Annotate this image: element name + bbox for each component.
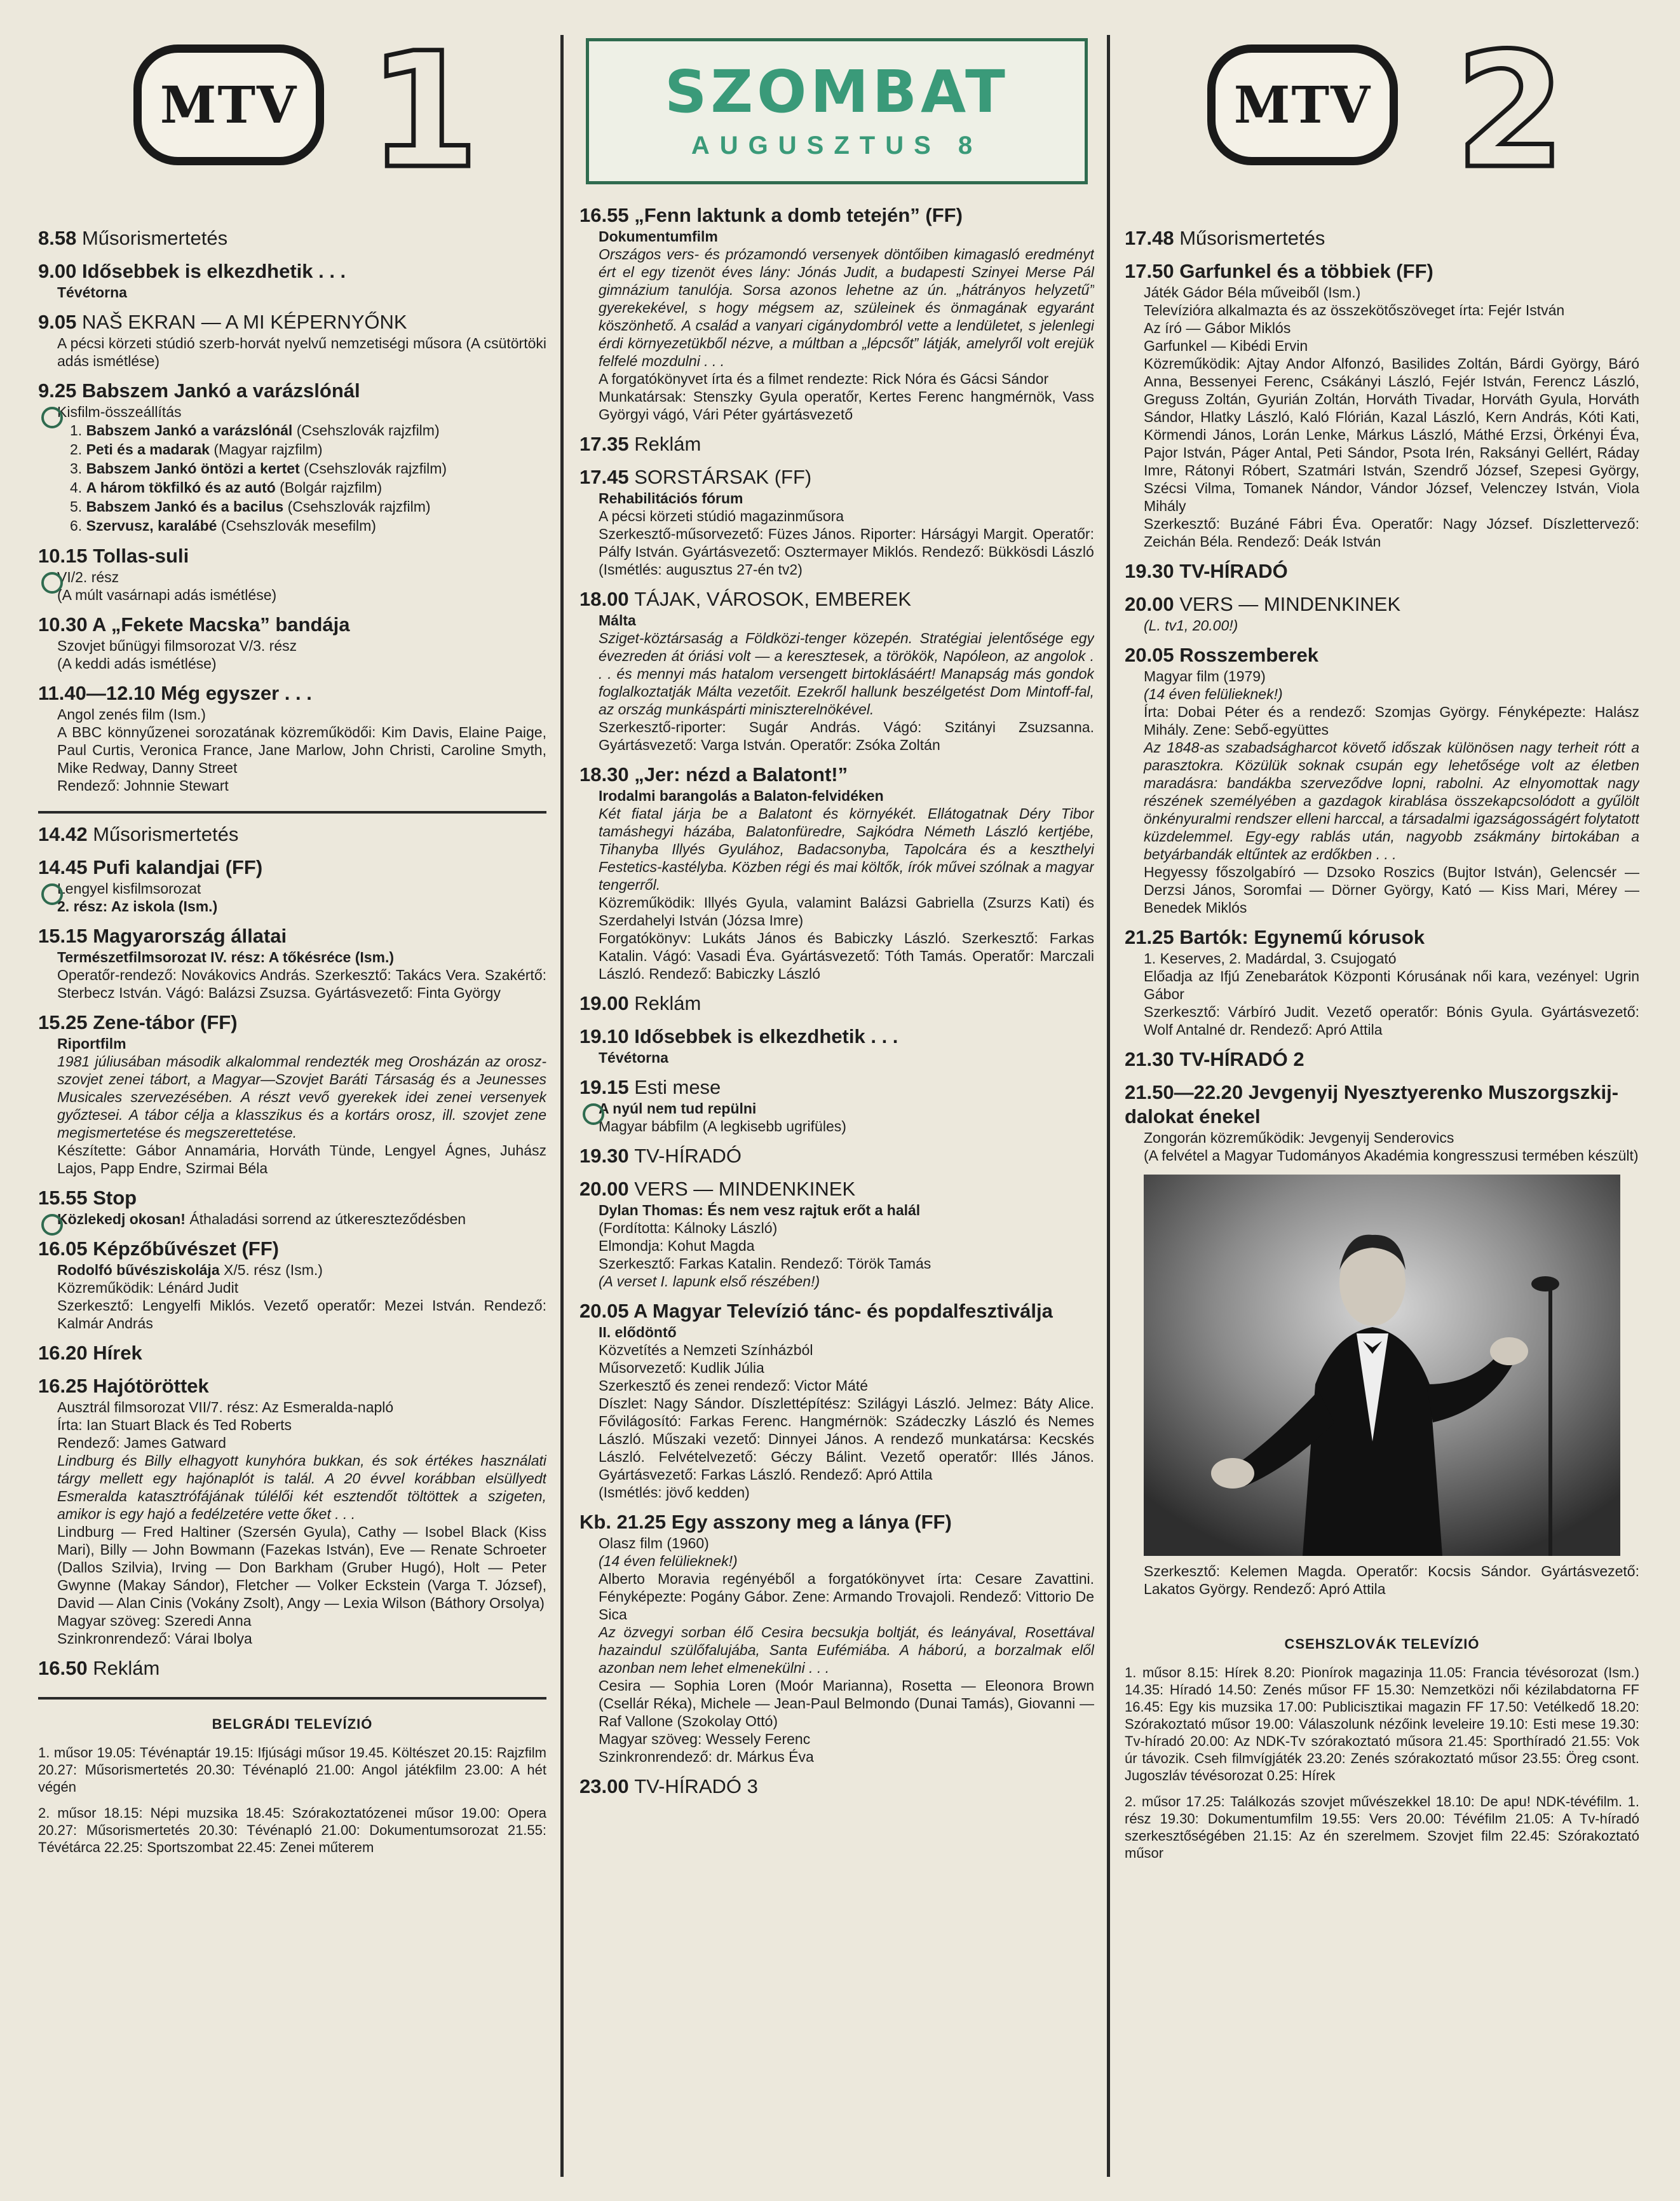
program-title: TV-HÍRADÓ 3 bbox=[634, 1775, 758, 1797]
program-item bbox=[1125, 925, 1639, 1039]
program-item bbox=[579, 1177, 1094, 1290]
program-time: 20.00 bbox=[579, 1178, 629, 1200]
program-note: (L. tv1, 20.00!) bbox=[1144, 617, 1238, 634]
children-program-icon bbox=[583, 1103, 604, 1125]
program-title: TV-HÍRADÓ 2 bbox=[1179, 1048, 1304, 1070]
program-line: Szinkronrendező: Várai Ibolya bbox=[57, 1630, 252, 1647]
program-item bbox=[38, 310, 546, 370]
program-time: 16.20 bbox=[38, 1342, 88, 1364]
program-description: Két fiatal járja be a Balatont és környékét. Ellátogatnak Déry Tibor tamáshegyi házába, Balatonfüredre, Sajkódra Németh László kertjébe, Tihanyba Illyés Gyulához, Badacsonyba, Tapolcára és a keszthelyi Festetics-kastélyba. Közben régi és mai költők, írók művei szólnak a magyar tengerről. bbox=[599, 805, 1094, 893]
program-title: TV-HÍRADÓ bbox=[634, 1145, 742, 1167]
czech-tv-program-2: 2. műsor 17.25: Találkozás szovjet művészekkel 18.10: De apu! NDK-tévéfilm. 1. rész 19.30: Dokumentumfilm 19.55: Vers 20.00: Tévéfilm 21.05: A Tv-híradó szerkesztőségében 21.15: Az én szerelmem. Szovjet film 22.45: Szórakoztató műsor bbox=[1125, 1794, 1639, 1861]
program-time: 15.25 bbox=[38, 1011, 88, 1033]
column-rule bbox=[1107, 35, 1110, 2177]
program-time: 17.48 bbox=[1125, 227, 1174, 249]
program-line: Szovjet bűnügyi filmsorozat V/3. rész bbox=[57, 637, 297, 654]
program-line: Elmondja: Kohut Magda bbox=[599, 1237, 755, 1254]
program-line: Az író — Gábor Miklós bbox=[1144, 320, 1291, 336]
program-item bbox=[38, 1237, 546, 1332]
section-divider bbox=[38, 1697, 546, 1700]
program-line: Ausztrál filmsorozat VII/7. rész: Az Esmeralda-napló bbox=[57, 1399, 394, 1415]
column-mtv2 bbox=[1125, 25, 1639, 2186]
day-name: SZOMBAT bbox=[665, 58, 1009, 126]
program-title: Idősebbek is elkezdhetik . . . bbox=[81, 260, 346, 282]
program-time: 21.30 bbox=[1125, 1048, 1174, 1070]
czech-tv-program-1: 1. műsor 8.15: Hírek 8.20: Pionírok magazinja 11.05: Francia tévésorozat (Ism.) 14.35: Híradó 14.50: Zenés műsor FF 15.30: Nemzetközi női kézilabdatorna FF 16.45: Egy kis muzsika 17.00: Publicisztikai magazin FF 17.50: Vetélkedő 18.20: Szórakoztató műsor 19.00: Válaszolunk nézőink leveleire 19.10: Esti mese 19.30: Tv-híradó 20.00: Az NDK-Tv szórakoztató műsora 21.45: Sporthíradó 21.55: Vok úr távozik. Cseh filmvígjáték 23.20: Zenés szórakoztató műsor 23.55: Öreg csont. Jugoszláv tévésorozat 0.25: Hírek bbox=[1125, 1665, 1639, 1783]
program-title: NAŠ EKRAN — A MI KÉPERNYŐNK bbox=[81, 311, 407, 333]
program-item bbox=[1125, 259, 1639, 550]
program-line: 1. Keserves, 2. Madárdal, 3. Csujogató bbox=[1144, 950, 1397, 967]
program-description: 1981 júliusában második alkalommal rendezték meg Orosházán az orosz-szovjet zenei tábort, a Magyar—Szovjet Baráti Társaság és a Jeunesses Musicales szervezésében. A részt vevő gyerekek idei zenei versenyek győztesei. A tábor célja a klasszikus és a kortárs orosz, ill. szovjet zene megismertetése és megszerettetése. bbox=[57, 1053, 546, 1141]
program-credits: Forgatókönyv: Lukáts János és Babiczky László. Szerkesztő: Farkas Katalin. Vágó: Vasadi Éva. Gyártásvezető: Tóth Tamás. Operatőr: Marczali László. Rendező: Babiczky László bbox=[599, 930, 1094, 982]
program-time: 10.15 bbox=[38, 545, 88, 567]
program-cast: Cesira — Sophia Loren (Moór Marianna), Rosetta — Eleonora Brown (Csellár Réka), Michele — Jean-Paul Belmondo (Dunai Tamás), Giovanni — Raf Vallone (Szokolay Ottó) bbox=[599, 1677, 1094, 1729]
program-credits: Operatőr-rendező: Novákovics András. Szerkesztő: Takács Vera. Szakértő: Sterbecz István. Vágó: Balázsi Zsuzsa. Gyártásvezető: Finta György bbox=[57, 967, 546, 1001]
program-item bbox=[38, 226, 546, 250]
program-credits: Rendező: Johnnie Stewart bbox=[57, 777, 229, 794]
children-program-icon bbox=[41, 1214, 63, 1236]
czech-tv-title: CSEHSZLOVÁK TELEVÍZIÓ bbox=[1284, 1636, 1480, 1652]
program-time: 9.00 bbox=[38, 260, 77, 282]
program-item bbox=[579, 587, 1094, 754]
program-subtitle: Dylan Thomas: És nem vesz rajtuk erőt a halál bbox=[599, 1202, 921, 1218]
program-title: Műsorismertetés bbox=[81, 227, 228, 249]
program-item bbox=[38, 1186, 546, 1228]
belgrade-tv-program-1: 1. műsor 19.05: Tévénaptár 19.15: Ifjúsági műsor 19.45. Költészet 20.15: Rajzfilm 20.27: Műsorismertetés 20.30: Tévénapló 21.00: Angol játékfilm 23.00: A hét végén bbox=[38, 1745, 546, 1795]
list-item: 4. A három tökfilkó és az autó (Bolgár rajzfilm) bbox=[70, 479, 383, 496]
program-description: A BBC könnyűzenei sorozatának közreműködői: Kim Davis, Elaine Paige, Paul Curtis, Veronica France, Jane Marlow, John Christi, Caroline Smyth, Mike Redway, Danny Street bbox=[57, 724, 546, 776]
program-time: 15.55 bbox=[38, 1187, 88, 1209]
program-title: Hírek bbox=[93, 1342, 142, 1364]
program-credits: Szerkesztő-műsorvezető: Füzes János. Riporter: Hárságyi Margit. Operatőr: Pálfy István. Gyártásvezető: Osztermayer Miklós. Rendező: Bükkösdi László bbox=[599, 526, 1094, 560]
program-item bbox=[1125, 592, 1639, 634]
program-line: (A felvétel a Magyar Tudományos Akadémia kongresszusi termében készült) bbox=[1144, 1147, 1639, 1164]
program-time: 23.00 bbox=[579, 1775, 629, 1797]
program-credits: Közreműködik: Illyés Gyula, valamint Balázsi Gabriella (Zsurzs Kati) és Szerdahelyi István (Józsa Imre) bbox=[599, 894, 1094, 929]
program-item bbox=[38, 1011, 546, 1177]
mtv1-header bbox=[38, 25, 546, 203]
program-title: Garfunkel és a többiek (FF) bbox=[1179, 260, 1433, 282]
program-time: 15.15 bbox=[38, 925, 88, 947]
program-credits: Szerkesztő-riporter: Sugár András. Vágó: Szitányi Zsuzsanna. Gyártásvezető: Varga István. Operatőr: Zsóka Zoltán bbox=[599, 719, 1094, 753]
program-item bbox=[38, 379, 546, 535]
program-description: Sziget-köztársaság a Földközi-tenger közepén. Stratégiai jelentősége egy évezreden át óriási volt — a keresztesek, a törökök, Napóleon, az angolok . . . és mennyi más hatalom versengett birtoklásáért! Manapság más gondok foglalkoztatják Málta vezetőit. Ezekről hallunk beszélgetést Dom Mintoff-fal, az ország munkáspárti miniszterelnökével. bbox=[599, 630, 1094, 718]
program-credits: A forgatókönyvet írta és a filmet rendezte: Rick Nóra és Gácsi Sándor bbox=[599, 371, 1049, 387]
program-item bbox=[38, 1656, 546, 1680]
program-credits: Írta: Dobai Péter és a rendező: Szomjas György. Fényképezte: Halász Mihály. Zene: Sebő-együttes bbox=[1144, 704, 1639, 738]
program-line: Műsorvezető: Kudlik Júlia bbox=[599, 1359, 764, 1376]
program-title: VERS — MINDENKINEK bbox=[1179, 593, 1401, 615]
program-description: A pécsi körzeti stúdió szerb-horvát nyelvű nemzetiségi műsora (A csütörtöki adás ismétlése) bbox=[57, 335, 546, 369]
program-title: Hajótöröttek bbox=[93, 1375, 209, 1397]
mtv2-header bbox=[1125, 25, 1639, 203]
program-title: A „Fekete Macska” bandája bbox=[92, 613, 350, 636]
program-line: Magyar szöveg: Szeredi Anna bbox=[57, 1612, 252, 1629]
program-time: 18.30 bbox=[579, 763, 629, 786]
program-line: Írta: Ian Stuart Black és Ted Roberts bbox=[57, 1417, 292, 1433]
list-item: 1. Babszem Jankó a varázslónál (Csehszlovák rajzfilm) bbox=[70, 422, 440, 439]
program-title: SORSTÁRSAK (FF) bbox=[634, 466, 812, 488]
program-line: Természetfilmsorozat IV. rész: A tőkésréce (Ism.) bbox=[57, 949, 395, 965]
program-line: Lengyel kisfilmsorozat bbox=[57, 880, 201, 897]
program-title: Zene-tábor (FF) bbox=[93, 1011, 238, 1033]
program-cast: Hegyessy főszolgabíró — Dzsoko Roszics (Bujtor István), Gelencsér — Derzsi János, Soromfai — Dörner György, Kató — Kiss Mari, Mérey — Benedek Miklós bbox=[1144, 864, 1639, 916]
program-cast: Közreműködik: Ajtay Andor Alfonzó, Basilides Zoltán, Bárdi György, Báró Anna, Bessenyei Ferenc, Csákányi László, Fejér István, Ferencz László, Greguss Zoltán, Gyurián Zoltán, Horváth Tivadar, Horváth Gyula, Horváth Sándor, Hlatky László, Kaló Flórián, Kazal László, Kern András, Kóti Kati, Körmendi János, Lorán Lenke, Márkus László, Máthé Erzsi, Örkényi Éva, Pajor István, Páger Antal, Peti Sándor, Psota Irén, Raksányi Gellért, Ráday Imre, Rátonyi Róbert, Szatmári István, Szendrő József, Szepesi György, Szécsi Vilma, Tomanek Nándor, Vándor József, Velenczey István, Viola Mihály bbox=[1144, 355, 1639, 514]
program-item bbox=[38, 855, 546, 915]
program-time: 17.35 bbox=[579, 433, 629, 455]
program-time: 16.55 bbox=[579, 204, 629, 226]
program-item bbox=[579, 1775, 1094, 1799]
program-time: Kb. 21.25 bbox=[579, 1511, 667, 1533]
program-item bbox=[579, 203, 1094, 423]
children-program-icon bbox=[41, 572, 63, 594]
program-title: Tollas-suli bbox=[93, 545, 189, 567]
children-program-icon bbox=[41, 407, 63, 428]
program-note: (A verset I. lapunk első részében!) bbox=[599, 1273, 820, 1290]
program-line: Zongorán közreműködik: Jevgenyij Senderovics bbox=[1144, 1129, 1454, 1146]
program-item bbox=[38, 613, 546, 672]
list-item: 6. Szervusz, karalábé (Csehszlovák mesefilm) bbox=[70, 517, 376, 534]
program-credits: Készítette: Gábor Annamária, Horváth Tünde, Lengyel Ágnes, Juhász Lajos, Papp Endre, Szirmai Béla bbox=[57, 1142, 546, 1176]
program-credits: Alberto Moravia regényéből a forgatókönyvet írta: Cesare Zavattini. Fényképezte: Pogány Gábor. Zene: Armando Trovajoli. Rendező: Vittorio De Sica bbox=[599, 1571, 1094, 1623]
program-subtitle: II. elődöntő bbox=[599, 1324, 677, 1340]
program-subtitle: Málta bbox=[599, 612, 636, 629]
program-line: VI/2. rész bbox=[57, 569, 119, 585]
day-date: AUGUSZTUS 8 bbox=[691, 132, 983, 160]
program-credits: Szerkesztő: Buzáné Fábri Éva. Operatőr: Nagy József. Díszlettervező: Zeichán Béla. Rendező: Deák István bbox=[1144, 515, 1639, 550]
program-description: Lindburg és Billy elhagyott kunyhóra bukkan, és sok értékes használati tárgy mellett egy hajónaplót is talál. A 20 évvel korábban elsüllyedt Esmeralda katasztrófájának túlélői két esztendőt töltöttek a szigeten, amikor is egy hajó a fedélzetére vette őket . . . bbox=[57, 1452, 546, 1522]
program-subtitle: Dokumentumfilm bbox=[599, 228, 718, 245]
program-line: A pécsi körzeti stúdió magazinműsora bbox=[599, 508, 844, 524]
program-item bbox=[38, 1341, 546, 1365]
program-credits: Szerkesztő: Farkas Katalin. Rendező: Török Tamás bbox=[599, 1255, 931, 1272]
program-line: Magyar bábfilm (A legkisebb ugrifüles) bbox=[599, 1118, 846, 1135]
program-line: Szerkesztő és zenei rendező: Victor Máté bbox=[599, 1377, 869, 1394]
program-time: 19.00 bbox=[579, 992, 629, 1014]
list-item: 5. Babszem Jankó és a bacilus (Csehszlovák rajzfilm) bbox=[70, 498, 431, 515]
program-item bbox=[38, 681, 546, 794]
mtv1-logo-text: MTV bbox=[159, 75, 298, 135]
program-item bbox=[579, 432, 1094, 456]
column-mtv1 bbox=[38, 25, 546, 2186]
program-title: Műsorismertetés bbox=[93, 823, 239, 845]
program-line: (A keddi adás ismétlése) bbox=[57, 655, 217, 672]
program-subtitle: Közlekedj okosan! bbox=[57, 1211, 186, 1227]
program-title: Műsorismertetés bbox=[1179, 227, 1325, 249]
program-line: Közvetítés a Nemzeti Színházból bbox=[599, 1342, 813, 1358]
program-subtitle: Irodalmi barangolás a Balaton-felvidéken bbox=[599, 787, 884, 804]
program-credits: Szerkesztő: Várbíró Judit. Vezető operatőr: Bónis Gyula. Gyártásvezető: Wolf Antalné dr. Rendező: Apró Attila bbox=[1144, 1004, 1639, 1038]
program-time: 17.50 bbox=[1125, 260, 1174, 282]
program-title: „Jer: nézd a Balatont!” bbox=[634, 763, 848, 786]
program-time: 16.05 bbox=[38, 1237, 88, 1260]
program-item bbox=[579, 465, 1094, 578]
program-time: 8.58 bbox=[38, 227, 77, 249]
program-item bbox=[1125, 226, 1639, 250]
program-time: 20.05 bbox=[579, 1300, 629, 1322]
program-line: Garfunkel — Kibédi Ervin bbox=[1144, 337, 1308, 354]
program-description: Az özvegyi sorban élő Cesira becsukja boltját, és leányával, Rosettával hazaindul szülőfalujába, Santa Eufémiába. A háború, a borzalmak elől azonban nem lehet elmenekülni . . . bbox=[599, 1624, 1094, 1676]
program-line: Szinkronrendező: dr. Márkus Éva bbox=[599, 1748, 814, 1765]
program-subtitle: Rehabilitációs fórum bbox=[599, 490, 743, 507]
program-time: 9.25 bbox=[38, 379, 77, 402]
program-item bbox=[38, 544, 546, 604]
program-title: Bartók: Egynemű kórusok bbox=[1179, 926, 1425, 948]
mtv1-logo bbox=[133, 44, 324, 165]
program-line: Játék Gádor Béla műveiből (Ism.) bbox=[1144, 284, 1361, 301]
program-title: Pufi kalandjai (FF) bbox=[93, 856, 263, 878]
belgrade-tv-program-2: 2. műsor 18.15: Népi muzsika 18.45: Szórakoztatózenei műsor 19.00: Opera 20.27: Műsorismertetés 20.30: Tévénapló 21.00: Dokumentumsorozat 21.55: Tévétárca 22.25: Sportszombat 22.45: Zenei műterem bbox=[38, 1805, 546, 1855]
program-time: 19.30 bbox=[1125, 560, 1174, 582]
program-item bbox=[1125, 559, 1639, 583]
program-line: (Ismétlés: augusztus 27-én tv2) bbox=[599, 561, 803, 578]
program-line: X/5. rész (Ism.) bbox=[224, 1262, 323, 1278]
program-time: 18.00 bbox=[579, 588, 629, 610]
program-subtitle: A nyúl nem tud repülni bbox=[599, 1100, 757, 1117]
program-item bbox=[1125, 1080, 1639, 1598]
column-day bbox=[579, 25, 1094, 2186]
program-line: (Fordította: Kálnoky László) bbox=[599, 1220, 778, 1236]
program-line: Televízióra alkalmazta és az összekötőszöveget írta: Fejér István bbox=[1144, 302, 1565, 318]
program-subtitle: Rodolfó bűvésziskolája bbox=[57, 1262, 220, 1278]
mtv2-channel-number: 2 bbox=[1455, 25, 1566, 203]
program-item bbox=[579, 1025, 1094, 1066]
program-title: Babszem Jankó a varázslónál bbox=[81, 379, 360, 402]
program-description: Országos vers- és prózamondó versenyek döntőiben kimagasló eredményt ért el egy tizenöt éves lány: Jónás Judit, a budapesti Szinyei Merse Pál gimnázium tanulója. Sorsa azonos lehetne az ún. „hátrányos helyzetű” gyerekekével, s hogy mégsem az, szüleinek és önmagának egyaránt köszönhető. A család a vanyari cigánydombról vette a lendületet, s jelenlegi érdi környezetükből nézve, a múltban a „lépcsőt” látják, amelyről volt erejük felfelé mozdulni . . . bbox=[599, 246, 1094, 369]
program-item bbox=[38, 1374, 546, 1647]
program-item bbox=[38, 822, 546, 847]
singer-photo-illustration bbox=[1144, 1175, 1620, 1556]
program-title: Képzőbűvészet (FF) bbox=[93, 1237, 279, 1260]
program-title: A Magyar Televízió tánc- és popdalfesztiválja bbox=[633, 1300, 1053, 1322]
program-line: Előadja az Ifjú Zenebarátok Központi Kórusának női kara, vezényel: Ugrin Gábor bbox=[1144, 968, 1639, 1002]
program-time: 19.10 bbox=[579, 1025, 629, 1047]
program-time: 21.50—22.20 bbox=[1125, 1081, 1243, 1103]
list-item: 3. Babszem Jankó öntözi a kertet (Csehszlovák rajzfilm) bbox=[70, 460, 447, 477]
program-line: (Ismétlés: jövő kedden) bbox=[599, 1484, 750, 1501]
program-item bbox=[38, 924, 546, 1002]
day-header bbox=[586, 38, 1088, 184]
program-line: 2. rész: Az iskola (Ism.) bbox=[57, 898, 218, 915]
program-subtitle: Tévétorna bbox=[57, 284, 127, 301]
section-divider bbox=[38, 811, 546, 814]
program-title: Idősebbek is elkezdhetik . . . bbox=[634, 1025, 898, 1047]
program-time: 14.45 bbox=[38, 856, 88, 878]
column-rule bbox=[560, 35, 564, 2177]
program-title: VERS — MINDENKINEK bbox=[634, 1178, 856, 1200]
program-time: 16.50 bbox=[38, 1657, 88, 1679]
program-title: Reklám bbox=[93, 1657, 160, 1679]
program-time: 16.25 bbox=[38, 1375, 88, 1397]
program-title: Jevgenyij Nyesztyerenko Muszorgszkij-dalokat énekel bbox=[1125, 1081, 1619, 1128]
program-title: Még egyszer . . . bbox=[161, 682, 312, 704]
program-title: TÁJAK, VÁROSOK, EMBEREK bbox=[634, 588, 912, 610]
program-subtitle: Tévétorna bbox=[599, 1049, 668, 1066]
program-title: Magyarország állatai bbox=[93, 925, 287, 947]
program-title: Reklám bbox=[634, 992, 701, 1014]
program-time: 9.05 bbox=[38, 311, 77, 333]
program-title: Stop bbox=[93, 1187, 137, 1209]
program-time: 17.45 bbox=[579, 466, 629, 488]
program-line: Angol zenés film (Ism.) bbox=[57, 706, 206, 723]
mtv1-channel-number: 1 bbox=[369, 25, 479, 203]
program-title: „Fenn laktunk a domb tetején” (FF) bbox=[634, 204, 963, 226]
belgrade-tv-title: BELGRÁDI TELEVÍZIÓ bbox=[212, 1716, 373, 1732]
age-rating: (14 éven felülieknek!) bbox=[599, 1553, 738, 1569]
program-item bbox=[579, 1510, 1094, 1766]
program-time: 21.25 bbox=[1125, 926, 1174, 948]
program-item bbox=[579, 1075, 1094, 1135]
program-item bbox=[579, 763, 1094, 983]
program-time: 10.30 bbox=[38, 613, 88, 636]
age-rating: (14 éven felülieknek!) bbox=[1144, 686, 1283, 702]
program-line: (A múlt vasárnapi adás ismétlése) bbox=[57, 587, 277, 603]
program-title: Esti mese bbox=[634, 1076, 721, 1098]
program-line: Áthaladási sorrend az útkereszteződésben bbox=[189, 1211, 466, 1227]
program-line: Rendező: James Gatward bbox=[57, 1434, 226, 1451]
program-line: Magyar film (1979) bbox=[1144, 668, 1266, 685]
program-time: 19.15 bbox=[579, 1076, 629, 1098]
program-title: Rosszemberek bbox=[1179, 644, 1319, 666]
program-description: Az 1848-as szabadságharcot követő időszak különösen nagy terheit rótt a parasztokra. Közülük soknak csupán egy lehetősége volt az életben maradásra: bandákba szerveződve lopni, rabolni. Az elnyomottak nagy részének személyében a gazdagok kirablása összekapcsolódott a gyűlölt önkényuralmi rendszer elleni harccal, a társadalmi igazságosságért folytatott küzdelemmel. Egy-egy rablás után, nagyobb zsákmány birtokában a betyárbandák eltűntek az erdőkben . . . bbox=[1144, 739, 1639, 862]
program-title: Egy asszony meg a lánya (FF) bbox=[671, 1511, 952, 1533]
program-item bbox=[579, 1144, 1094, 1168]
singer-photo bbox=[1144, 1175, 1620, 1556]
program-time: 20.05 bbox=[1125, 644, 1174, 666]
photo-caption: Szerkesztő: Kelemen Magda. Operatőr: Kocsis Sándor. Gyártásvezető: Lakatos György. Rendező: Apró Attila bbox=[1144, 1563, 1639, 1597]
children-program-icon bbox=[41, 883, 63, 905]
mtv2-logo-text: MTV bbox=[1233, 75, 1372, 135]
program-time: 20.00 bbox=[1125, 593, 1174, 615]
program-line: Magyar szöveg: Wessely Ferenc bbox=[599, 1731, 811, 1747]
program-credits: Díszlet: Nagy Sándor. Díszlettépítész: Szilágyi László. Jelmez: Báty Alice. Fővilágosító: Farkas Ferenc. Hangmérnök: Szádeczky László és Nemes László. Műszaki vezető: Dinnyei János. A rendező munkatársa: Kecskés László. Felvételvezető: Géczy Bálint. Vezető operatőr: Illés János. Gyártásvezető: Farkas László. Rendező: Apró Attila bbox=[599, 1395, 1094, 1483]
program-item bbox=[1125, 1047, 1639, 1072]
mtv2-logo bbox=[1207, 44, 1398, 165]
program-line: Közreműködik: Lénárd Judit bbox=[57, 1279, 239, 1296]
program-item bbox=[38, 259, 546, 301]
program-item bbox=[1125, 643, 1639, 917]
program-credits: Szerkesztő: Lengyelfi Miklós. Vezető operatőr: Mezei István. Rendező: Kalmár András bbox=[57, 1297, 546, 1332]
list-item: 2. Peti és a madarak (Magyar rajzfilm) bbox=[70, 441, 323, 458]
program-subtitle: Riportfilm bbox=[57, 1035, 126, 1052]
program-credits: Munkatársak: Stenszky Gyula operatőr, Kertes Ferenc hangmérnök, Vass Györgyi vágó, Vári Péter gyártásvezető bbox=[599, 388, 1094, 423]
program-line: Olasz film (1960) bbox=[599, 1535, 709, 1551]
program-item bbox=[579, 1299, 1094, 1501]
program-time: 11.40—12.10 bbox=[38, 682, 156, 704]
program-subtitle: Kisfilm-összeállítás bbox=[57, 404, 182, 420]
program-item bbox=[579, 991, 1094, 1016]
program-time: 19.30 bbox=[579, 1145, 629, 1167]
program-cast: Lindburg — Fred Haltiner (Szersén Gyula), Cathy — Isobel Black (Kiss Mari), Billy — John Bowmann (Fazekas István), Eve — Renate Schroeter (Dallos Szilvia), Irving — Don Barkham (Gruber Hugó), Holt — Peter Gwynne (Makay Sándor), Fletcher — Volker Eckstein (Varga T. József), David — Alan Cinis (Vokány Zsolt), Angy — Lexia Wilson (Báthory Orsolya) bbox=[57, 1523, 546, 1611]
program-title: Reklám bbox=[634, 433, 701, 455]
program-time: 14.42 bbox=[38, 823, 88, 845]
program-title: TV-HÍRADÓ bbox=[1179, 560, 1288, 582]
